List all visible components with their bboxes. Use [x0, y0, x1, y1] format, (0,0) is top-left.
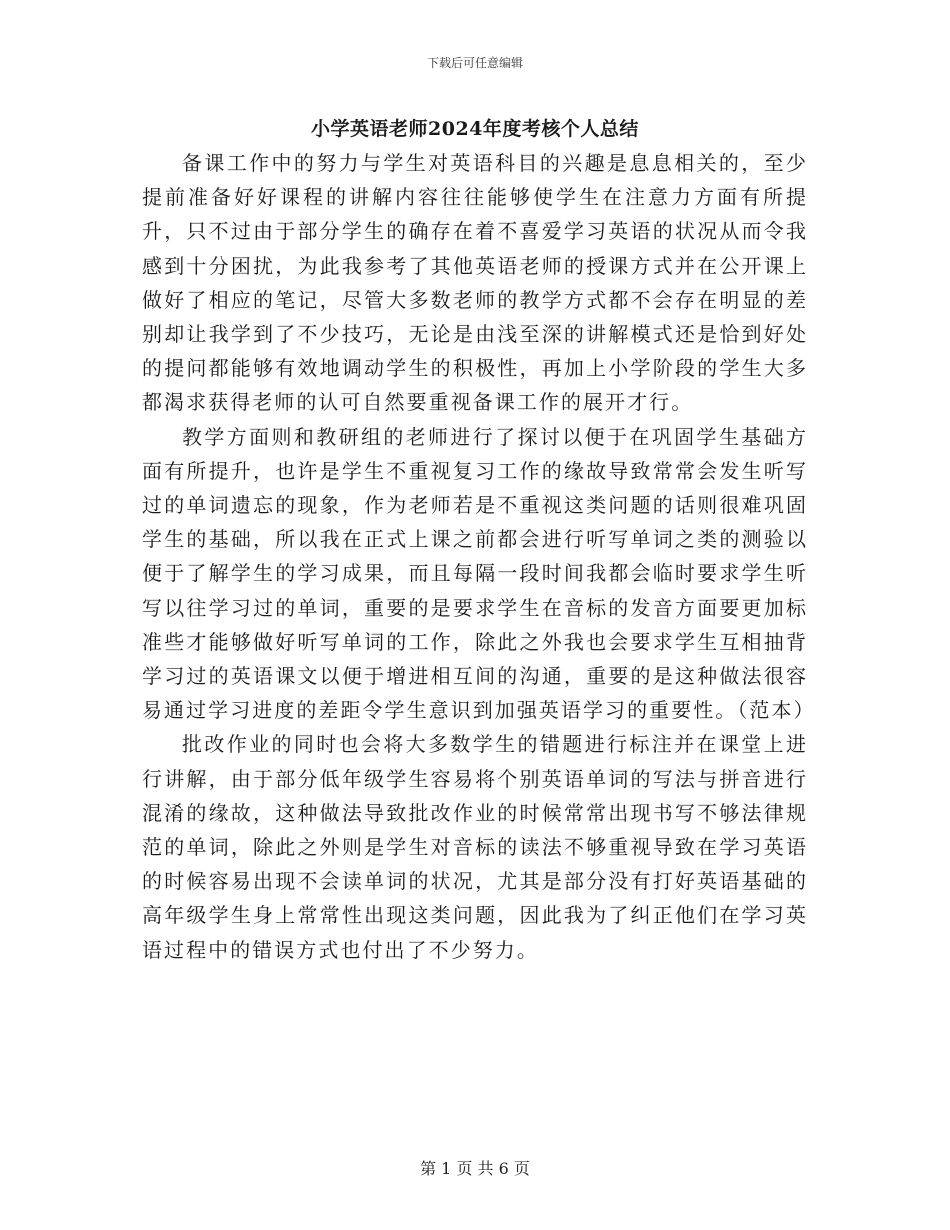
paragraph: 教学方面则和教研组的老师进行了探讨以便于在巩固学生基础方面有所提升，也许是学生不重视复习工作的缘故导致常常会发生听写过的单词遗忘的现象，作为老师若是不重视这类问题的话则很难巩固学生的基础，所以我在正式上课之前都会进行听写单词之类的测验以便于了解学生的学习成果，而且每隔一段时间我都会临时要求学生听写以往学习过的单词，重要的是要求学生在音标的发音方面要更加标准些才能够做好听写单词的工作，除此之外我也会要求学生互相抽背学习过的英语课文以便于增进相互间的沟通，重要的是这种做法很容易通过学习进度的差距令学生意识到加强英语学习的重要性。（范本）	[142, 424, 816, 723]
document-body	[142, 146, 816, 967]
document-title: 小学英语老师2024年度考核个人总结	[311, 118, 639, 140]
paragraph: 备课工作中的努力与学生对英语科目的兴趣是息息相关的，至少提前准备好好课程的讲解内容往往能够使学生在注意力方面有所提升，只不过由于部分学生的确存在着不喜爱学习英语的状况从而令我感到十分困扰，为此我参考了其他英语老师的授课方式并在公开课上做好了相应的笔记，尽管大多数老师的教学方式都不会存在明显的差别却让我学到了不少技巧，无论是由浅至深的讲解模式还是恰到好处的提问都能够有效地调动学生的积极性，再加上小学阶段的学生大多都渴求获得老师的认可自然要重视备课工作的展开才行。	[142, 151, 808, 415]
page-number: 第 1 页 共 6 页	[420, 1159, 530, 1178]
header-note: 下载后可任意编辑	[426, 56, 523, 70]
paragraph: 批改作业的同时也会将大多数学生的错题进行标注并在课堂上进行讲解，由于部分低年级学生容易将个别英语单词的写法与拼音进行混淆的缘故，这种做法导致批改作业的时候常常出现书写不够法律规范的单词，除此之外则是学生对音标的读法不够重视导致在学习英语的时候容易出现不会读单词的状况，尤其是部分没有打好英语基础的高年级学生身上常常性出现这类问题，因此我为了纠正他们在学习英语过程中的错误方式也付出了不少努力。	[142, 732, 808, 962]
